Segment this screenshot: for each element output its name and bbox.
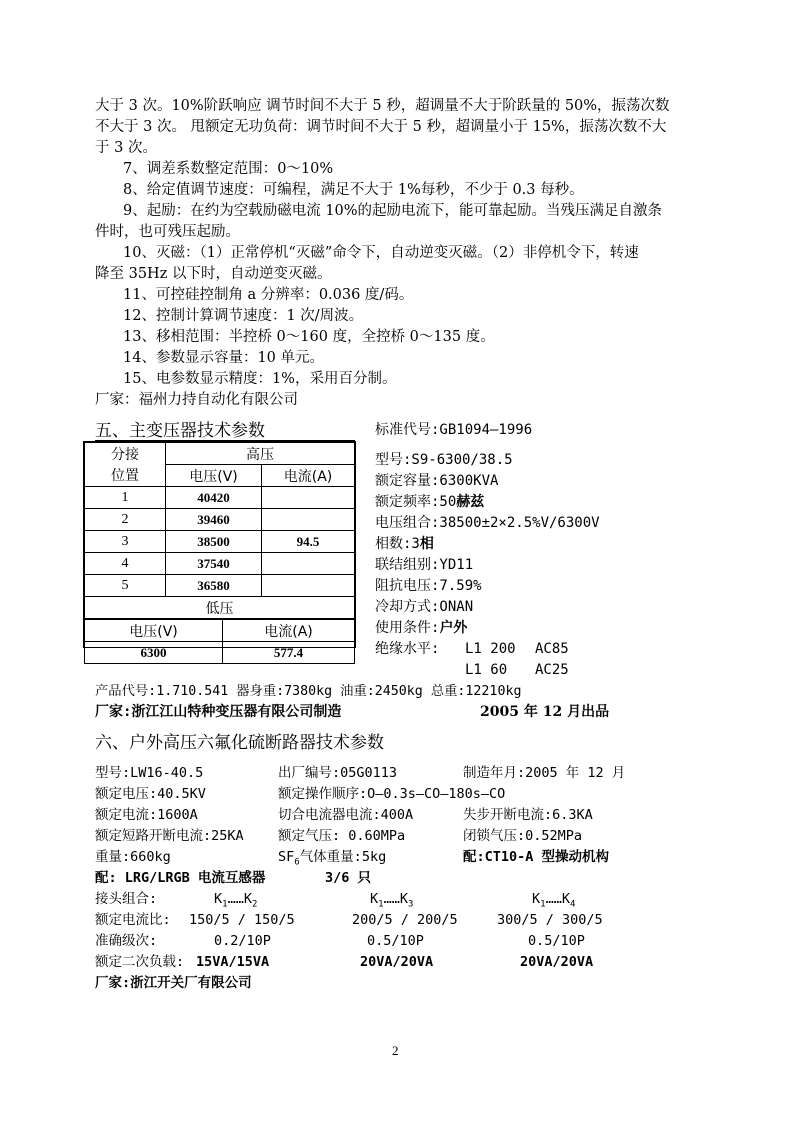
tap-position: 4: [85, 553, 166, 575]
tap-position: 3: [85, 531, 166, 553]
lv-current-header: 电流(A): [223, 620, 355, 642]
breaker-weight: 重量:660kg: [95, 849, 171, 865]
product-line: 产品代号:1.710.541 器身重:7380kg 油重:2450kg 总重:12210kg: [95, 684, 522, 699]
spec-cooling: 冷却方式:ONAN: [375, 599, 474, 615]
intro-line-1: 大于 3 次。10%阶跃响应 调节时间不大于 5 秒，超调量不大于阶跃量的 50%，振荡次数: [95, 98, 670, 114]
spec-insulation-2a: L1 60: [465, 662, 508, 678]
combo-sub: 4: [569, 899, 576, 910]
accuracy-label: 准确级次:: [95, 933, 158, 949]
intro-line-2: 不大于 3 次。 甩额定无功负荷：调节时间不大于 5 秒，超调量小于 15%，振荡次数不大: [95, 119, 667, 135]
combo-dots: ……: [383, 891, 400, 907]
load-1: 15VA/15VA: [196, 954, 270, 970]
item-9-line-1: 9、起励：在约为空载励磁电流 10%的起励电流下，能可靠起励。当残压满足自激条: [123, 203, 663, 219]
tap-voltage: 40420: [166, 487, 262, 509]
combo-sub: 1: [222, 899, 228, 910]
ct-label: 配: LRG/LRGB 电流互感器: [95, 870, 266, 886]
section-5-made-date: 2005 年 12 月出品: [480, 704, 610, 720]
sf6-subscript: 6: [294, 857, 300, 868]
combo-label: 接头组合:: [95, 891, 158, 907]
spec-insulation-2b: AC25: [535, 662, 569, 678]
load-3: 20VA/20VA: [520, 954, 594, 970]
tap-voltage: 39460: [166, 509, 262, 531]
load-2: 20VA/20VA: [360, 954, 434, 970]
ratio-label: 额定电流比:: [95, 912, 171, 928]
combo-sub: 3: [407, 899, 414, 910]
hv-header: 高压: [166, 443, 355, 465]
combo-k: K: [214, 891, 223, 907]
spec-frequency: [375, 492, 484, 513]
combo-sub: 1: [378, 899, 384, 910]
breaker-rated-current: 额定电流:1600A: [95, 807, 198, 823]
combo-dots: ……: [227, 891, 244, 907]
item-7: 7、调差系数整定范围：0～10%: [123, 161, 334, 177]
tap-header: 分接: [85, 443, 166, 465]
hv-current-header: 电流(A): [262, 465, 355, 487]
spec-impedance: 阻抗电压:7.59%: [375, 578, 482, 594]
tap-current: [262, 509, 355, 531]
spec-model: 型号:S9-6300/38.5: [375, 452, 513, 468]
combo-k: K: [243, 891, 252, 907]
conditions-value: 户外: [439, 620, 468, 636]
breaker-short-circuit-current: 额定短路开断电流:25KA: [95, 828, 244, 844]
accuracy-3: 0.5/10P: [528, 933, 585, 949]
item-11: 11、可控硅控制角 a 分辨率：0.036 度/码。: [123, 287, 414, 303]
combo-k: K: [561, 891, 570, 907]
lv-header: 低压: [85, 597, 355, 619]
breaker-lock-pressure: 闭锁气压:0.52MPa: [463, 828, 583, 844]
item-10-line-2: 降至 35Hz 以下时，自动逆变灭磁。: [95, 266, 332, 282]
page-number: 2: [392, 1043, 399, 1058]
breaker-date: 制造年月:2005 年 12 月: [463, 765, 626, 781]
breaker-operating-sequence: 额定操作顺序:O—0.3s—CO—180s—CO: [278, 786, 506, 802]
breaker-switching-current: 切合电流器电流:400A: [278, 807, 414, 823]
tap-position: 2: [85, 509, 166, 531]
tap-current: [262, 487, 355, 509]
tap-voltage: 36580: [166, 575, 262, 597]
tap-voltage: 38500: [166, 531, 262, 553]
item-8: 8、给定值调节速度：可编程，满足不大于 1%每秒，不少于 0.3 每秒。: [123, 182, 584, 198]
accuracy-1: 0.2/10P: [214, 933, 271, 949]
sf6-weight-value: 气体重量:5kg: [299, 849, 387, 865]
tap-position: 1: [85, 487, 166, 509]
table-row: [85, 531, 355, 553]
table-row: [85, 642, 355, 664]
table-row: [85, 509, 355, 531]
tap-current: [262, 575, 355, 597]
spec-standard: 标准代号:GB1094—1996: [375, 422, 533, 438]
breaker-serial: 出厂编号:05G0113: [278, 765, 398, 781]
frequency-unit: 赫兹: [456, 494, 485, 510]
hv-voltage-header: 电压(V): [166, 465, 262, 487]
breaker-model: 型号:LW16-40.5: [95, 765, 204, 781]
section-5-title: 五、主变压器技术参数: [95, 421, 265, 441]
ratio-3: 300/5 / 300/5: [497, 912, 603, 928]
table-row: [85, 553, 355, 575]
combo-sub: 2: [251, 899, 258, 910]
spec-capacity: 额定容量:6300KVA: [375, 473, 499, 489]
section-6-maker: 厂家:浙江开关厂有限公司: [95, 975, 252, 991]
section-6-title: 六、户外高压六氟化硫断路器技术参数: [95, 733, 384, 753]
load-label: 额定二次负载:: [95, 954, 185, 970]
item-12: 12、控制计算调节速度：1 次/周波。: [123, 308, 364, 324]
transformer-table: [83, 441, 356, 660]
lv-voltage-header: 电压(V): [85, 620, 223, 642]
item-13: 13、移相范围：半控桥 0～160 度，全控桥 0～135 度。: [123, 329, 495, 345]
combo-k: K: [399, 891, 408, 907]
breaker-out-of-step-current: 失步开断电流:6.3KA: [463, 807, 593, 823]
lv-current: 577.4: [223, 642, 355, 664]
ct-quantity: 3/6 只: [325, 870, 372, 886]
item-15: 15、电参数显示精度：1%，采用百分制。: [123, 371, 397, 387]
intro-maker: 厂家：福州力持自动化有限公司: [95, 392, 298, 408]
combo-k: K: [370, 891, 379, 907]
tap-current: 94.5: [262, 531, 355, 553]
spec-insulation-1a: L1 200: [465, 641, 516, 657]
phase-value: 相数:3: [375, 536, 420, 552]
spec-insulation-1b: AC85: [535, 641, 569, 657]
phase-unit: 相: [419, 536, 434, 552]
spec-insulation-label: 绝缘水平:: [375, 641, 440, 657]
sf6-label: SF: [278, 849, 295, 865]
frequency-value: 额定频率:50: [375, 494, 457, 510]
combo-dots: ……: [545, 891, 562, 907]
table-row: [85, 487, 355, 509]
spec-group: 联结组别:YD11: [375, 557, 474, 573]
spec-phase: [375, 534, 434, 555]
table-row: [85, 575, 355, 597]
breaker-gas-pressure: 额定气压: 0.60MPa: [278, 828, 406, 844]
spec-voltage: 电压组合:38500±2×2.5%V/6300V: [375, 515, 600, 531]
intro-line-3: 于 3 次。: [95, 140, 157, 156]
section-5-maker: 厂家:浙江江山特种变压器有限公司制造: [95, 704, 342, 720]
item-10-line-1: 10、灭磁：（1）正常停机“灭磁”命令下，自动逆变灭磁。（2）非停机令下，转速: [123, 245, 639, 261]
breaker-mechanism: 配:CT10-A 型操动机构: [463, 849, 610, 865]
ratio-2: 200/5 / 200/5: [352, 912, 458, 928]
combo-k: K: [532, 891, 541, 907]
position-header: 位置: [85, 465, 166, 487]
tap-current: [262, 553, 355, 575]
combo-sub: 1: [540, 899, 546, 910]
accuracy-2: 0.5/10P: [367, 933, 424, 949]
ratio-1: 150/5 / 150/5: [189, 912, 295, 928]
spec-conditions: [375, 618, 467, 639]
lv-voltage: 6300: [85, 642, 223, 664]
item-9-line-2: 件时，也可残压起励。: [95, 224, 240, 240]
conditions-label: 使用条件:: [375, 620, 440, 636]
item-14: 14、参数显示容量：10 单元。: [123, 350, 325, 366]
tap-position: 5: [85, 575, 166, 597]
breaker-rated-voltage: 额定电压:40.5KV: [95, 786, 206, 802]
tap-voltage: 37540: [166, 553, 262, 575]
